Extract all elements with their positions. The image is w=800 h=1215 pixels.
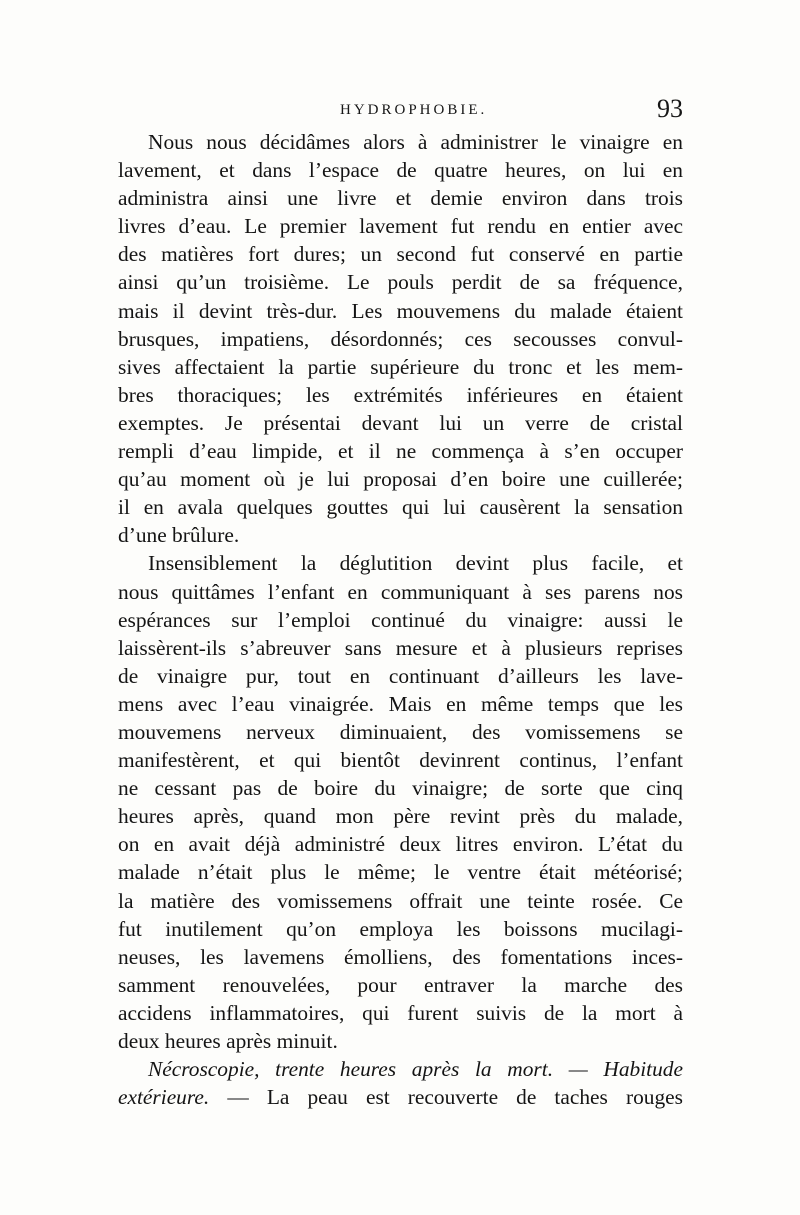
body-text (118, 128, 683, 1111)
text-line: Insensiblement la déglutition devint plus facile, et (148, 551, 683, 576)
text-line: brusques, impatiens, désordonnés; ces secousses convul- (118, 326, 683, 351)
text-line: Nous nous décidâmes alors à administrer le vinaigre en (148, 130, 683, 154)
text-line: ainsi qu’un troisième. Le pouls perdit de sa fréquence, (118, 270, 683, 295)
necroscopy-heading: Nécroscopie, trente heures après la mort. — Habitude (148, 1057, 683, 1082)
text-line: samment renouvelées, pour entraver la marche des (118, 972, 683, 997)
text-line: ne cessant pas de boire du vinaigre; de sorte que cinq (118, 776, 683, 801)
text-line: bres thoraciques; les extrémités inférieures en étaient (118, 382, 683, 407)
page-number: 93 (657, 94, 683, 123)
habitude-heading-end: extérieure. (118, 1085, 210, 1110)
text-line: deux heures après minuit. (118, 1029, 338, 1053)
text-line: fut inutilement qu’on employa les boissons mucilagi- (118, 916, 683, 941)
text-line: mens avec l’eau vinaigrée. Mais en même temps que les (118, 691, 683, 716)
text-line: livres d’eau. Le premier lavement fut rendu en entier avec (118, 214, 683, 239)
final-line-roman: — La peau est recouverte de taches rouges (209, 1085, 683, 1110)
text-line: des matières fort dures; un second fut conservé en partie (118, 242, 683, 267)
text-line: accidens inflammatoires, qui furent suivis de la mort à (118, 1000, 683, 1025)
text-line: on en avait déjà administré deux litres environ. L’état du (118, 832, 683, 857)
text-line: manifestèrent, et qui bientôt devinrent continus, l’enfant (118, 748, 683, 773)
text-line: malade n’était plus le même; le ventre était météorisé; (118, 860, 683, 885)
page-header (118, 96, 683, 126)
text-line: mais il devint très-dur. Les mouvemens du malade étaient (118, 298, 683, 323)
text-line: espérances sur l’emploi continué du vinaigre: aussi le (118, 607, 683, 632)
text-line: de vinaigre pur, tout en continuant d’ailleurs les lave- (118, 663, 683, 688)
text-line: sives affectaient la partie supérieure du tronc et les mem- (118, 354, 683, 379)
text-line: exemptes. Je présentai devant lui un verre de cristal (118, 410, 683, 435)
text-line: rempli d’eau limpide, et il ne commença à s’en occuper (118, 439, 683, 464)
text-line: administra ainsi une livre et demie environ dans trois (118, 186, 683, 211)
text-line-mixed (118, 1083, 683, 1111)
text-line: laissèrent-ils s’abreuver sans mesure et à plusieurs reprises (118, 635, 683, 660)
running-head: HYDROPHOBIE. (340, 102, 488, 118)
text-line: la matière des vomissemens offrait une teinte rosée. Ce (118, 888, 683, 913)
text-line-italic (118, 1055, 683, 1083)
text-line: qu’au moment où je lui proposai d’en boire une cuillerée; (118, 467, 683, 492)
text-line: il en avala quelques gouttes qui lui causèrent la sensation (118, 495, 683, 520)
text-line: heures après, quand mon père revint près du malade, (118, 804, 683, 829)
text-line: lavement, et dans l’espace de quatre heures, on lui en (118, 158, 683, 183)
text-line: d’une brûlure. (118, 523, 240, 548)
text-line: neuses, les lavemens émolliens, des fomentations inces- (118, 944, 683, 969)
text-line: nous quittâmes l’enfant en communiquant à ses parens nos (118, 579, 683, 604)
text-line: mouvemens nerveux diminuaient, des vomissemens se (118, 719, 683, 744)
